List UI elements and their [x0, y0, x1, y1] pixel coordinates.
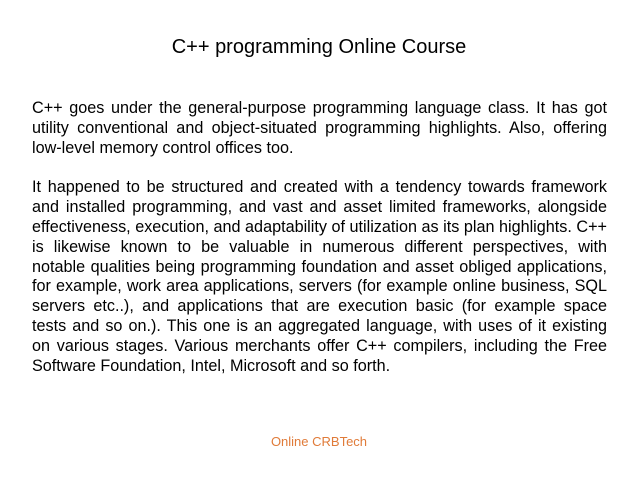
paragraph-intro: C++ goes under the general-purpose programming language class. It has got utility conventional and object-situated programming highlights. Also, offering low-level memory control offices too.	[32, 99, 607, 157]
slide-body	[32, 99, 607, 376]
slide-title: C++ programming Online Course	[171, 36, 467, 58]
paragraph-details: It happened to be structured and created with a tendency towards framework and installed programming, and vast and asset limited frameworks, alongside effectiveness, execution, and adaptability of utilization as its plan highlights. C++ is likewise known to be valuable in numerous different perspectives, with notable qualities being programming foundation and asset obliged applications, for example, work area applications, servers (for example online business, SQL servers etc..), and applications that are execution basic (for example space tests and so on.). This one is an aggregated language, with uses of it existing on various stages. Various merchants offer C++ compilers, including the Free Software Foundation, Intel, Microsoft and so forth.	[32, 178, 607, 375]
footer-brand: Online CRBTech	[270, 434, 368, 449]
